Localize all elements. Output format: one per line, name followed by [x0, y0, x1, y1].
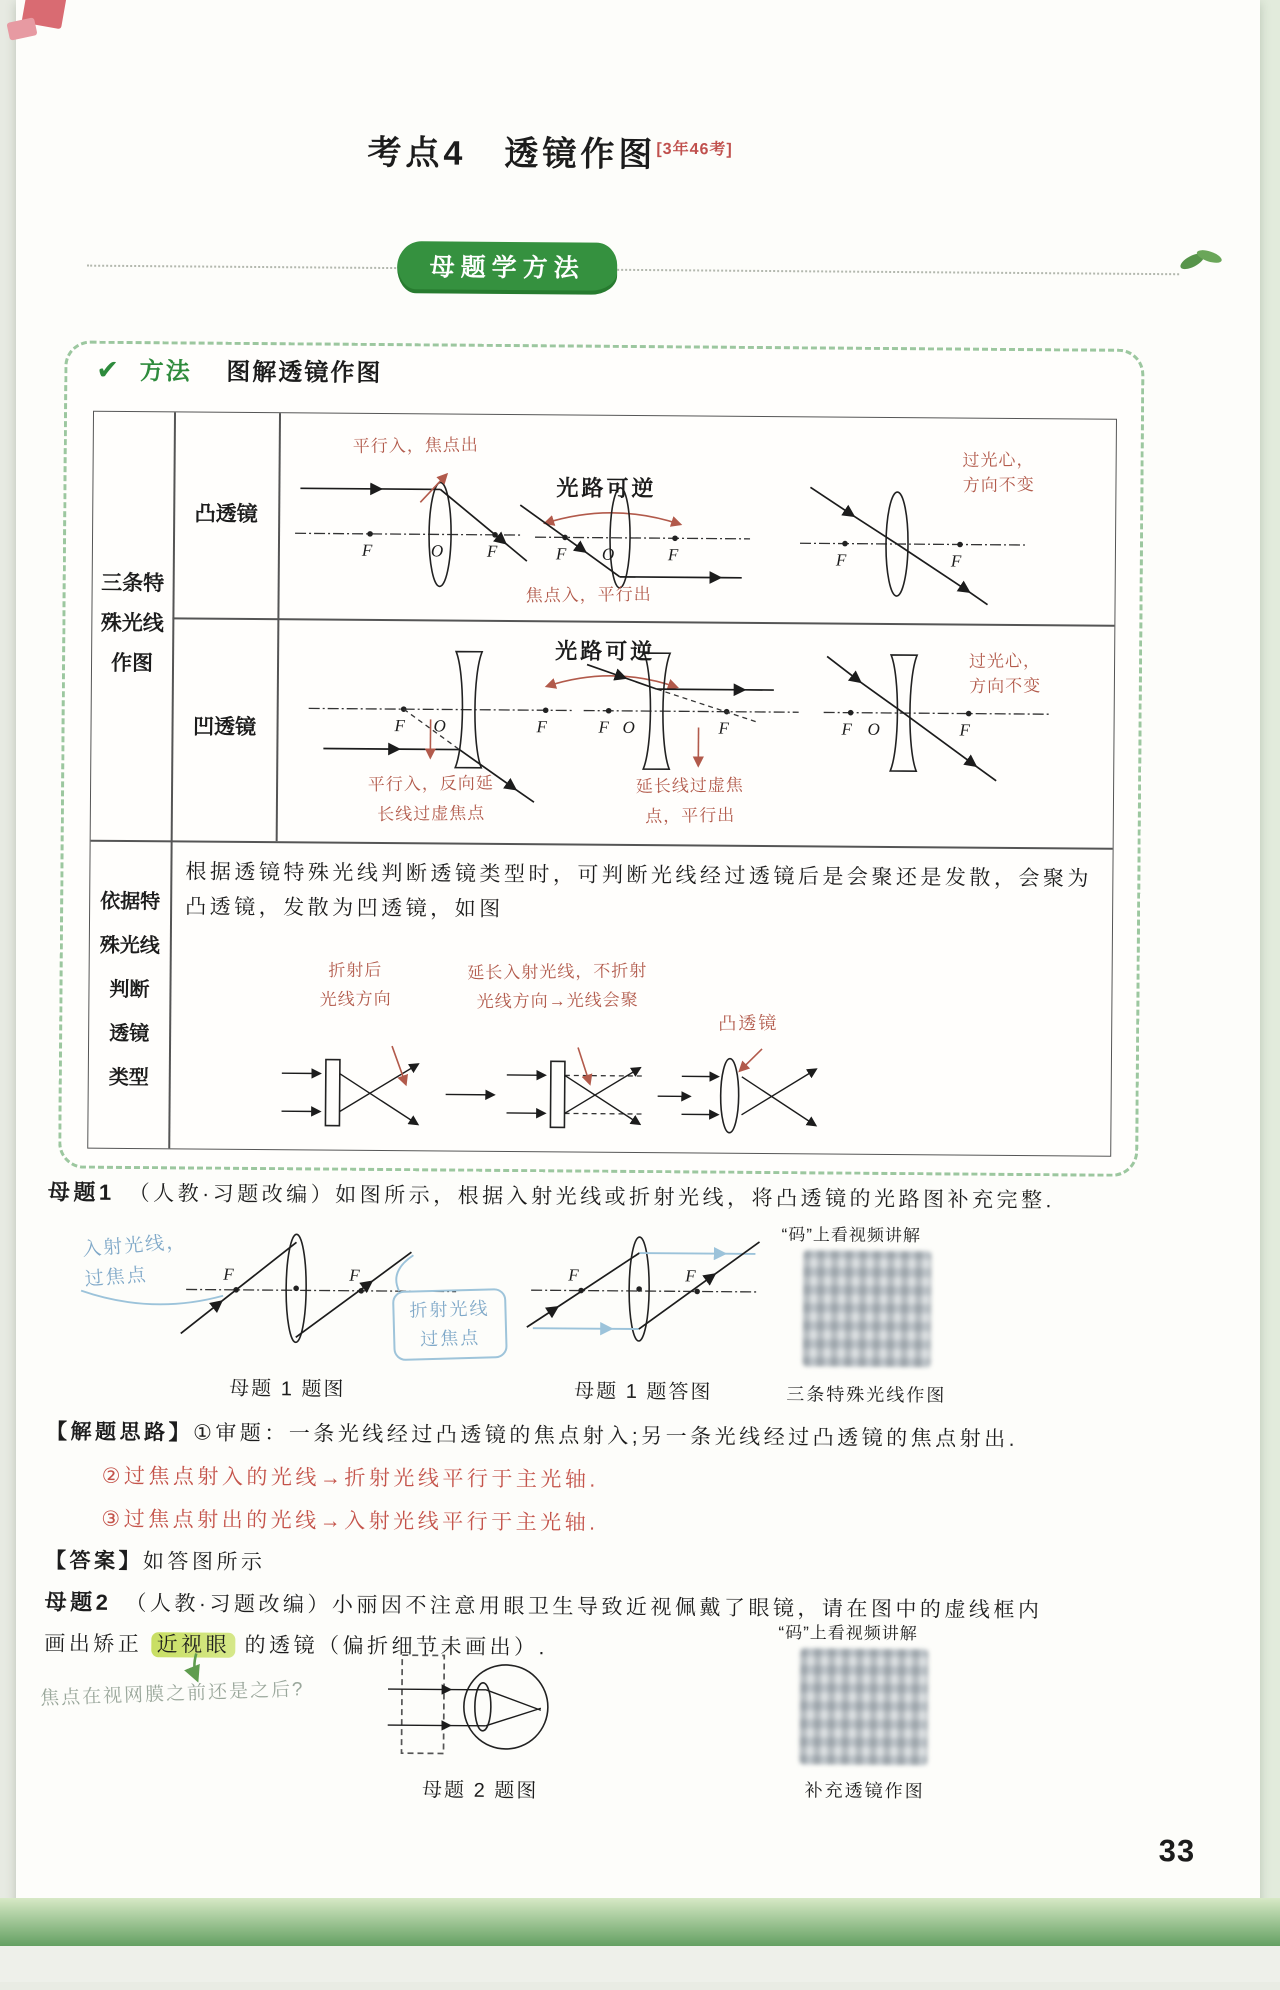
- title-exam-count: [3年46考]: [656, 141, 732, 159]
- answer-text: 如答图所示: [143, 1550, 266, 1574]
- annotation-extend-incident: 延长入射光线，不折射 光线方向→光线会聚: [432, 956, 683, 1017]
- problem1-video-note: “码”上看视频讲解: [781, 1220, 971, 1246]
- method-tag: 方法: [140, 358, 192, 385]
- focus-label: F: [958, 721, 970, 740]
- annotation-refracted-direction: 折射后 光线方向: [290, 955, 421, 1015]
- qr-code: [799, 1648, 928, 1765]
- problem1-text: 如图所示，根据入射光线或折射光线，将凸透镜的光路图补充完整.: [335, 1184, 1055, 1213]
- problem2-source: （人教·习题改编）: [125, 1592, 332, 1617]
- annotation-concave-mid: 延长线过虚焦 点，平行出: [600, 770, 781, 832]
- check-icon: ✔: [96, 355, 121, 385]
- qr-code: [803, 1250, 932, 1367]
- handwriting-refracted-note: 折射光线 过焦点: [392, 1288, 508, 1361]
- eye-outline: [464, 1665, 549, 1750]
- problem2-caption: 母题 2 题图: [395, 1773, 565, 1803]
- center-label: O: [431, 541, 443, 560]
- convex-diagrams-cell: [279, 413, 1116, 625]
- annotation-concave-left: 平行入，反向延 长线过虚焦点: [336, 768, 527, 830]
- dotted-rule-right: [613, 269, 1179, 275]
- answer-line: [45, 1543, 645, 1583]
- method-title: 图解透镜作图: [226, 359, 382, 387]
- concave-row-label: 凹透镜: [172, 707, 276, 748]
- focus-label: F: [486, 542, 498, 561]
- problem2-text: 小丽因不注意用眼卫生导致近视佩戴了眼镜，请在图中的虚线框内: [332, 1594, 1043, 1623]
- analysis-step2: ②过焦点射入的光线→折射光线平行于主光轴.: [102, 1459, 1002, 1501]
- annotation-through-center: 过光心， 方向不变: [969, 645, 1120, 697]
- dotted-rule-left: [87, 265, 403, 269]
- focus-label: F: [950, 551, 962, 570]
- analysis-step1: ①审题：一条光线经过凸透镜的焦点射入;另一条光线经过凸透镜的焦点射出.: [193, 1422, 1018, 1451]
- highlighted-term: 近视眼: [152, 1632, 236, 1658]
- reversible-note: 光路可逆: [555, 634, 685, 666]
- focus-label: F: [684, 1266, 696, 1285]
- problem2-text2-post: 的透镜（偏折细节未画出）.: [244, 1634, 548, 1659]
- row-group-label: 三条特 殊光线 作图: [92, 564, 173, 685]
- reversible-double-arrow: [547, 675, 677, 687]
- focus-label: F: [555, 544, 567, 563]
- center-label: O: [602, 545, 614, 564]
- leaf-icon: [1177, 243, 1225, 275]
- problem2-label: 母题2: [45, 1589, 112, 1615]
- convex-row-label: 凸透镜: [174, 494, 278, 535]
- page-number: 33: [1159, 1833, 1196, 1869]
- focus-label: F: [567, 1265, 579, 1284]
- dashed-frame: [401, 1655, 444, 1753]
- focus-label: F: [535, 717, 547, 736]
- center-label: O: [867, 720, 879, 739]
- focus-label: F: [393, 716, 405, 735]
- answer-label: 【答案】: [45, 1549, 143, 1573]
- handwriting-connector: [385, 1251, 425, 1293]
- annotation-focus-in: 焦点入，平行出: [525, 579, 745, 607]
- annotation-pointer-arrow: [578, 1048, 590, 1084]
- focus-label: F: [667, 545, 679, 564]
- analysis-line1: [46, 1414, 1126, 1457]
- problem2-diagram: [385, 1649, 571, 1778]
- reversible-note: 光路可逆: [556, 471, 686, 503]
- page-title: [150, 123, 950, 178]
- problem2-video-note: “码”上看视频讲解: [778, 1618, 968, 1644]
- section-badge: 母题学方法: [397, 241, 617, 295]
- focus-label: F: [348, 1266, 360, 1285]
- title-text: 考点4 透镜作图: [367, 134, 656, 174]
- annotation-pointer-arrow: [420, 474, 446, 502]
- row3-label: 依据特 殊光线 判断 透镜 类型: [89, 880, 171, 1101]
- problem1-label: 母题1: [48, 1179, 115, 1205]
- concave-diagrams-cell: [278, 620, 1115, 848]
- annotation-parallel-in: 平行入，焦点出: [353, 429, 573, 457]
- analysis-step3: ③过焦点射出的光线→入射光线平行于主光轴.: [101, 1502, 1001, 1544]
- problem1-source: （人教·习题改编）: [129, 1182, 336, 1207]
- annotation-pointer-arrow: [740, 1049, 762, 1071]
- reversible-double-arrow: [545, 512, 680, 524]
- method-table: [87, 411, 1117, 1157]
- judge-figures: [169, 1042, 1110, 1154]
- handwriting-incident-note: 入射光线， 过焦点: [81, 1223, 245, 1296]
- annotation-convex-lens: 凸透镜: [718, 1008, 818, 1035]
- focus-label: F: [717, 719, 729, 738]
- problem1-answer-diagram: [518, 1224, 769, 1381]
- problem1-question-caption: 母题 1 题图: [202, 1372, 372, 1402]
- focus-label: F: [597, 718, 609, 737]
- judge-text: 根据透镜特殊光线判断透镜类型时，可判断光线经过透镜后是会聚还是发散，会聚为凸透镜，发散为凹透镜，如图: [185, 854, 1098, 931]
- focus-label: F: [222, 1265, 234, 1284]
- focus-label: F: [361, 541, 373, 560]
- focus-label: F: [835, 551, 847, 570]
- problem1-answer-caption: 母题 1 题答图: [538, 1374, 748, 1405]
- judge-cell: [169, 842, 1111, 1155]
- analysis-label: 【解题思路】: [46, 1420, 193, 1444]
- handwriting-focus-question: 焦点在视网膜之前还是之后?: [40, 1672, 371, 1711]
- problem1-stem: [48, 1174, 1118, 1218]
- method-header: [96, 351, 796, 391]
- problem1-qr-caption: 三条特殊光线作图: [776, 1380, 956, 1407]
- center-label: O: [433, 716, 445, 735]
- center-label: O: [622, 718, 634, 737]
- problem2-text2-pre: 画出矫正: [44, 1632, 142, 1656]
- annotation-through-center: 过光心， 方向不变: [962, 444, 1113, 496]
- problem2-qr-caption: 补充透镜作图: [787, 1776, 942, 1803]
- focus-label: F: [840, 720, 852, 739]
